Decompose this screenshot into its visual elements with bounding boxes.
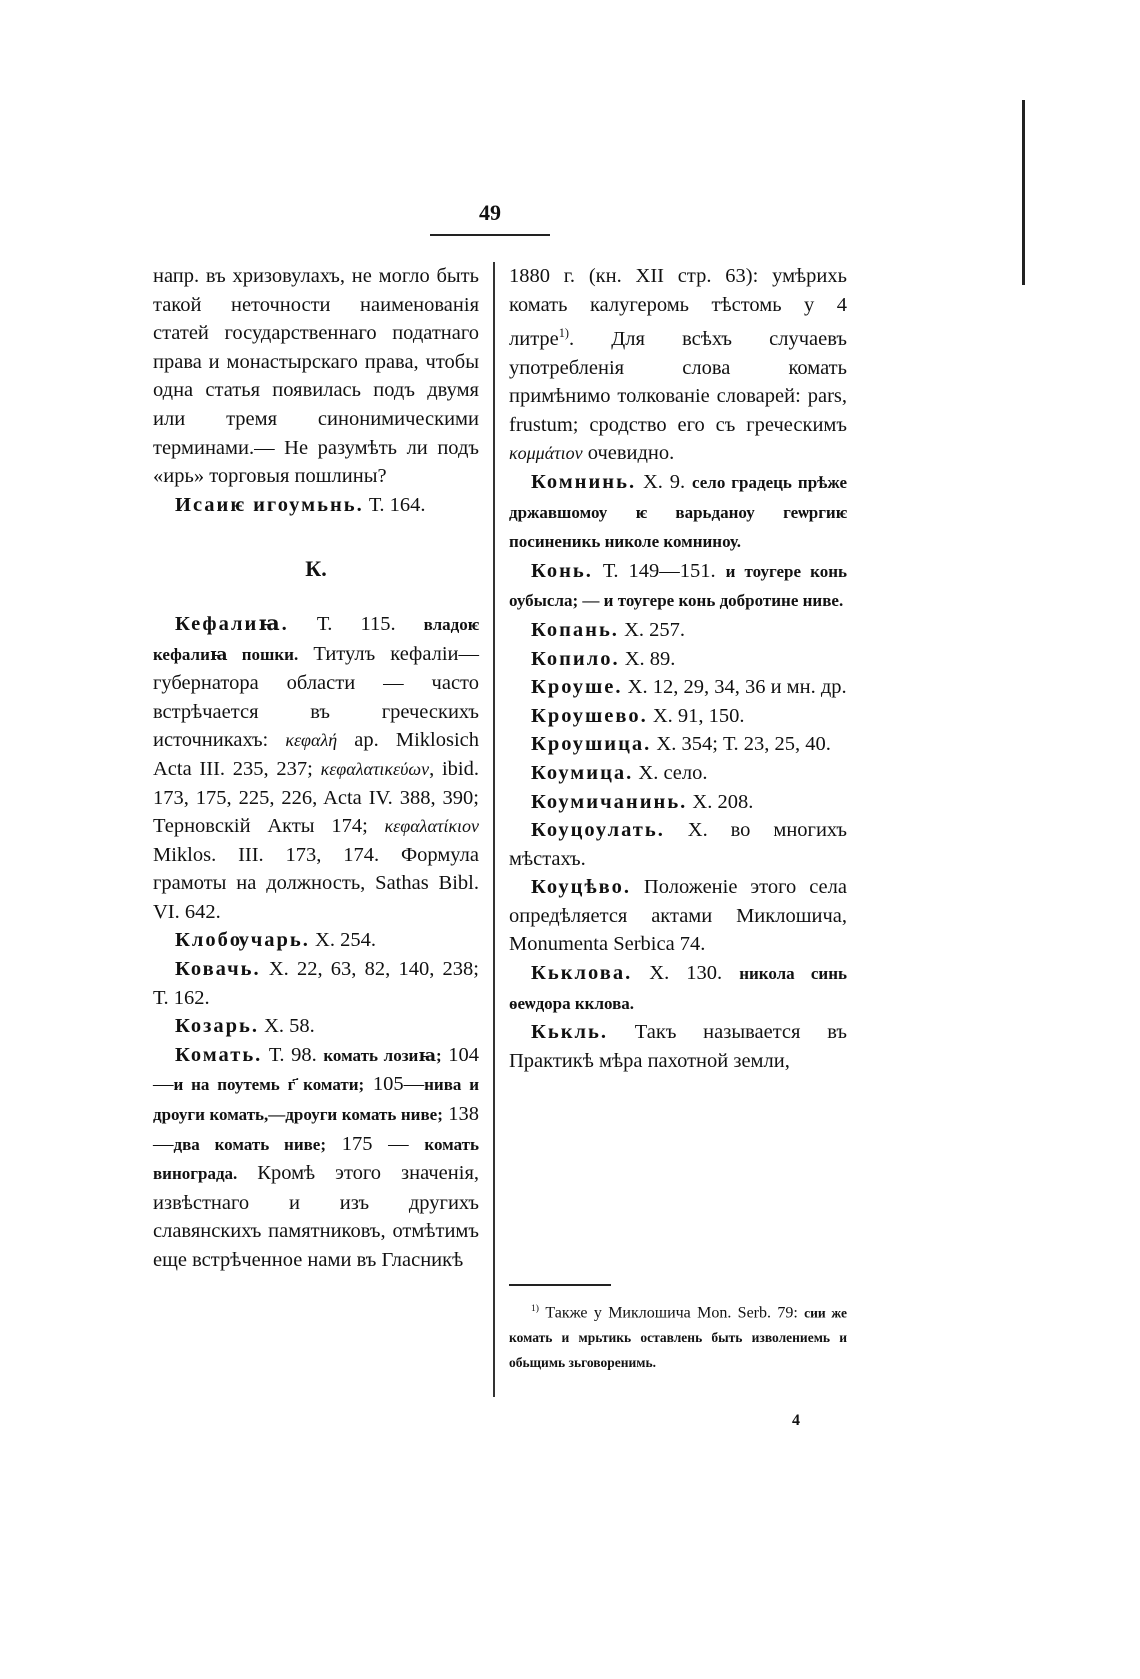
- entry-kekl: [509, 1018, 847, 1075]
- headword: Ковачь.: [175, 958, 261, 981]
- headword: Кьклова.: [531, 962, 633, 985]
- greek-term: κεφαλή: [285, 730, 338, 751]
- entry-text: ap. Miklosich Acta III. 235, 237;: [153, 729, 479, 780]
- slavonic-quote: комать винограда.: [153, 1134, 480, 1184]
- headword: Кроуше.: [531, 676, 623, 699]
- entry-text: . Для всѣхъ случаевъ употребленія слова комать примѣнимо толкованіе словарей: pars, frustum; сродство его съ греческимъ: [509, 328, 847, 436]
- entry-kumica: [509, 759, 847, 788]
- headword: Кроушево.: [531, 704, 648, 727]
- headword: Конь.: [531, 559, 593, 582]
- reference: Х. 130.: [632, 962, 740, 985]
- footnote-marker: 1): [558, 326, 570, 341]
- entry-krushica: [509, 730, 847, 759]
- reference: Х. 254.: [309, 929, 376, 952]
- section-heading: К.: [305, 556, 327, 582]
- reference: Т. 149—151.: [592, 559, 726, 582]
- reference: Х. село.: [633, 761, 708, 784]
- reference: Х. 91, 150.: [647, 704, 745, 727]
- footnote: [509, 1296, 847, 1375]
- reference: 105—: [364, 1073, 425, 1096]
- entry-text: Положеніе этого села опредѣляется актами Миклошича, Monumenta Serbica 74.: [509, 876, 847, 956]
- reference: Т. 98.: [262, 1043, 324, 1066]
- reference: Х. во многихъ мѣстахъ.: [509, 819, 847, 870]
- reference: Х. 89.: [619, 647, 676, 670]
- headword: Копань.: [531, 618, 619, 641]
- headword: Кькль.: [531, 1021, 608, 1044]
- reference: Х. 208.: [687, 790, 754, 813]
- column-divider: [493, 262, 495, 1397]
- entry-komnin: [509, 468, 847, 557]
- headword: Кефалиꙗ.: [175, 612, 289, 635]
- paragraph-continued: [509, 262, 847, 468]
- right-column: [509, 262, 847, 1075]
- headword: Кроушица.: [531, 733, 652, 756]
- entry-keklov: [509, 959, 847, 1018]
- headword: Коумица.: [531, 761, 634, 784]
- entry-kopilo: [509, 645, 847, 674]
- slavonic-quote: и на поутемь г҃ комати;: [173, 1075, 365, 1095]
- left-column: [153, 262, 479, 1275]
- entry-isaie: [153, 491, 479, 520]
- headword: Коумичанинь.: [531, 790, 688, 813]
- slavonic-quote: и тоугере конь оубысла; — и тоугере конь добротине ниве.: [509, 561, 847, 611]
- footnote-marker: 1): [531, 1303, 539, 1314]
- entry-kon: [509, 557, 847, 616]
- slavonic-quote: комать лозиꙗ;: [323, 1045, 442, 1065]
- slavonic-quote: два комать ниве;: [173, 1134, 327, 1154]
- slavonic-quote: сии же комать и мрьтикь оставлень быть изволениемь и обьщимь зьговоренимь.: [509, 1305, 847, 1371]
- headword: Копило.: [531, 647, 620, 670]
- reference: 104—: [153, 1043, 480, 1096]
- footnote-rule: [509, 1284, 611, 1286]
- reference: 138—: [153, 1103, 480, 1155]
- headword: Клобѹчарь.: [175, 929, 310, 952]
- entry-krushevo: [509, 702, 847, 731]
- reference: Х. 354; Т. 23, 25, 40.: [651, 733, 831, 756]
- entry-text: Кромѣ этого значенія, извѣстнаго и изъ другихъ славянскихъ памятниковъ, отмѣтимъ еще встрѣченное нами въ Гласникѣ: [153, 1162, 479, 1271]
- page-edge-line: [1022, 100, 1025, 285]
- entry-komat: [153, 1041, 479, 1275]
- headword: Комать.: [175, 1043, 263, 1066]
- entry-text: очевидно.: [582, 442, 675, 465]
- reference: Т. 164.: [363, 493, 426, 516]
- entry-kozar: [153, 1012, 479, 1041]
- slavonic-quote: село градець прѣже државшомоу ѥ варьданоу геѡргиѥ посиненикь николе комниноу.: [509, 472, 847, 552]
- entry-kovach: [153, 955, 479, 1012]
- entry-krushe: [509, 673, 847, 702]
- entry-kumichanin: [509, 788, 847, 817]
- entry-klobuchar: [153, 926, 479, 955]
- paragraph-continued: напр. въ хризовулахъ, не могло быть такой неточности наименованія статей государственнаго податнаго права и монастырскаго права, чтобы одна статья появилась подъ двумя или тремя синонимическими терминами.— Не разумѣть ли подъ «ирь» торговыя пошлины?: [153, 265, 479, 488]
- entry-text: Такъ называется въ Практикѣ мѣра пахотной земли,: [509, 1021, 847, 1072]
- headword: Козарь.: [175, 1015, 259, 1038]
- header-rule: [430, 234, 550, 236]
- greek-term: κεφαλατικεύων: [320, 758, 430, 779]
- slavonic-quote: никола синь ѳеѡдора кклова.: [509, 964, 847, 1013]
- reference: 175 —: [326, 1132, 425, 1155]
- reference: Х. 22, 63, 82, 140, 238; Т. 162.: [153, 958, 479, 1009]
- greek-term: κομμάτιον: [509, 443, 583, 464]
- entry-text: , ibid. 173, 175, 225, 226, Acta IV. 388, 390; Терновскій Акты 174;: [153, 757, 479, 838]
- greek-term: κεφαλατίκιον: [384, 816, 479, 837]
- entry-kucolat: [509, 816, 847, 873]
- slavonic-quote: нива и дроуги комать,—дроуги комать ниве;: [153, 1075, 480, 1125]
- reference: Х. 257.: [618, 618, 685, 641]
- reference: Х. 12, 29, 34, 36 и мн. др.: [622, 676, 847, 699]
- headword: Исаиѥ игоумьнь.: [175, 493, 364, 516]
- reference: Х. 58.: [258, 1015, 315, 1038]
- entry-text: Титулъ кефаліи—губернатора области — часто встрѣчается въ греческихъ источникахъ:: [153, 642, 480, 752]
- page-number: 49: [479, 200, 501, 225]
- reference: Х. 9.: [636, 470, 692, 493]
- entry-text: Также у Миклошича Mon. Serb. 79:: [539, 1304, 805, 1322]
- footnote-text: [509, 1296, 847, 1375]
- entry-kopan: [509, 616, 847, 645]
- entry-text: 1880 г. (кн. XII стр. 63): умѣрихь комать калугеромь тѣстомь у 4 литре: [509, 265, 847, 351]
- headword: Коуцѣво.: [531, 876, 631, 899]
- slavonic-quote: владоѥ кефалиꙗ пошки.: [153, 614, 479, 664]
- entry-text: Miklos. III. 173, 174. Формула грамоты на должность, Sathas Bibl. VI. 642.: [153, 843, 479, 923]
- entry-kefalia: [153, 610, 479, 927]
- entry-kuchevo: [509, 873, 847, 959]
- headword: Коуцоулать.: [531, 819, 665, 842]
- reference: Т. 115.: [288, 612, 424, 635]
- headword: Комнинь.: [531, 470, 637, 493]
- signature-mark: 4: [792, 1412, 800, 1429]
